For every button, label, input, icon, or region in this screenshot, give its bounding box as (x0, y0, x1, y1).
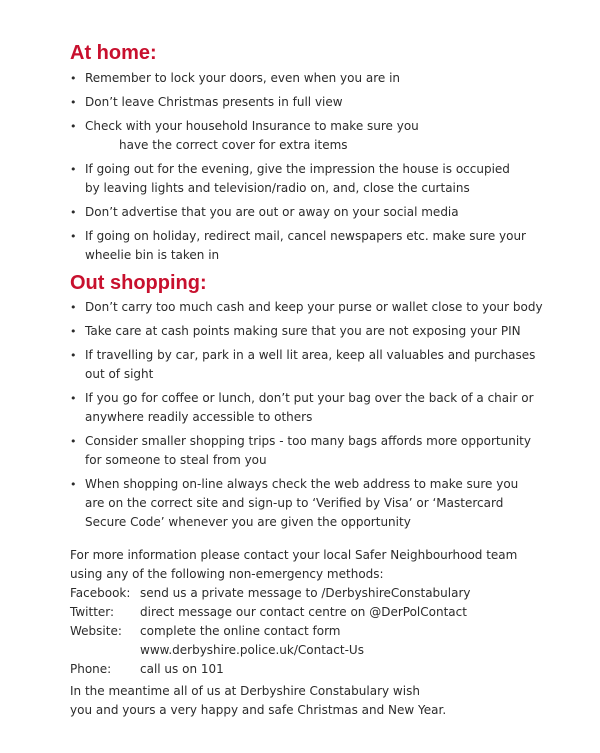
safety-leaflet (70, 40, 550, 720)
list-item: • Remember to lock your doors, even when you are in (70, 69, 550, 88)
list-item: • Don’t leave Christmas presents in full view (70, 93, 550, 112)
facebook-value: send us a private message to /DerbyshireConstabulary (140, 586, 471, 600)
list-item: • Check with your household Insurance to make sure you have the correct cover for extra items (70, 117, 550, 155)
list-item: • If travelling by car, park in a well lit area, keep all valuables and purchases out of sight (70, 346, 550, 384)
list-item: • Don’t advertise that you are out or away on your social media (70, 203, 550, 222)
out-shopping-heading: Out shopping: (70, 272, 207, 294)
contact-row-phone (70, 660, 471, 679)
phone-label: Phone: (70, 662, 112, 676)
website-url: www.derbyshire.police.uk/Contact-Us (140, 643, 364, 657)
contact-row-website (70, 622, 471, 660)
closing-message: In the meantime all of us at Derbyshire Constabulary wish you and yours a very happy and safe Christmas and New Year. (70, 684, 447, 717)
out-shopping-section (70, 270, 550, 532)
list-item: • Consider smaller shopping trips - too many bags affords more opportunity for someone to steal from you (70, 432, 550, 470)
contact-methods (70, 584, 471, 679)
list-item: • Take care at cash points making sure that you are not exposing your PIN (70, 322, 550, 341)
at-home-list (70, 69, 550, 265)
contact-row-facebook (70, 584, 471, 603)
contact-row-twitter (70, 603, 471, 622)
contact-section (70, 546, 550, 720)
list-item: • If going on holiday, redirect mail, cancel newspapers etc. make sure your wheelie bin is taken in (70, 227, 550, 265)
out-shopping-list (70, 298, 550, 532)
twitter-value: direct message our contact centre on @DerPolContact (140, 605, 467, 619)
list-item: • If going out for the evening, give the impression the house is occupied by leaving lights and television/radio on, and, close the curtains (70, 160, 550, 198)
list-item: • When shopping on-line always check the web address to make sure you are on the correct site and sign-up to ‘Verified by Visa’ or ‘Mastercard Secure Code’ whenever you are given the opportunity (70, 475, 550, 532)
list-item: • Don’t carry too much cash and keep your purse or wallet close to your body (70, 298, 550, 317)
list-item: • If you go for coffee or lunch, don’t put your bag over the back of a chair or anywhere readily accessible to others (70, 389, 550, 427)
phone-value: call us on 101 (140, 662, 224, 676)
twitter-label: Twitter: (70, 605, 115, 619)
website-value: complete the online contact form www.derbyshire.police.uk/Contact-Us (140, 624, 364, 657)
facebook-label: Facebook: (70, 586, 131, 600)
website-label: Website: (70, 624, 122, 638)
at-home-section (70, 40, 550, 265)
at-home-heading: At home: (70, 42, 157, 64)
contact-intro: For more information please contact your local Safer Neighbourhood team using any of the following non-emergency methods: (70, 548, 518, 581)
